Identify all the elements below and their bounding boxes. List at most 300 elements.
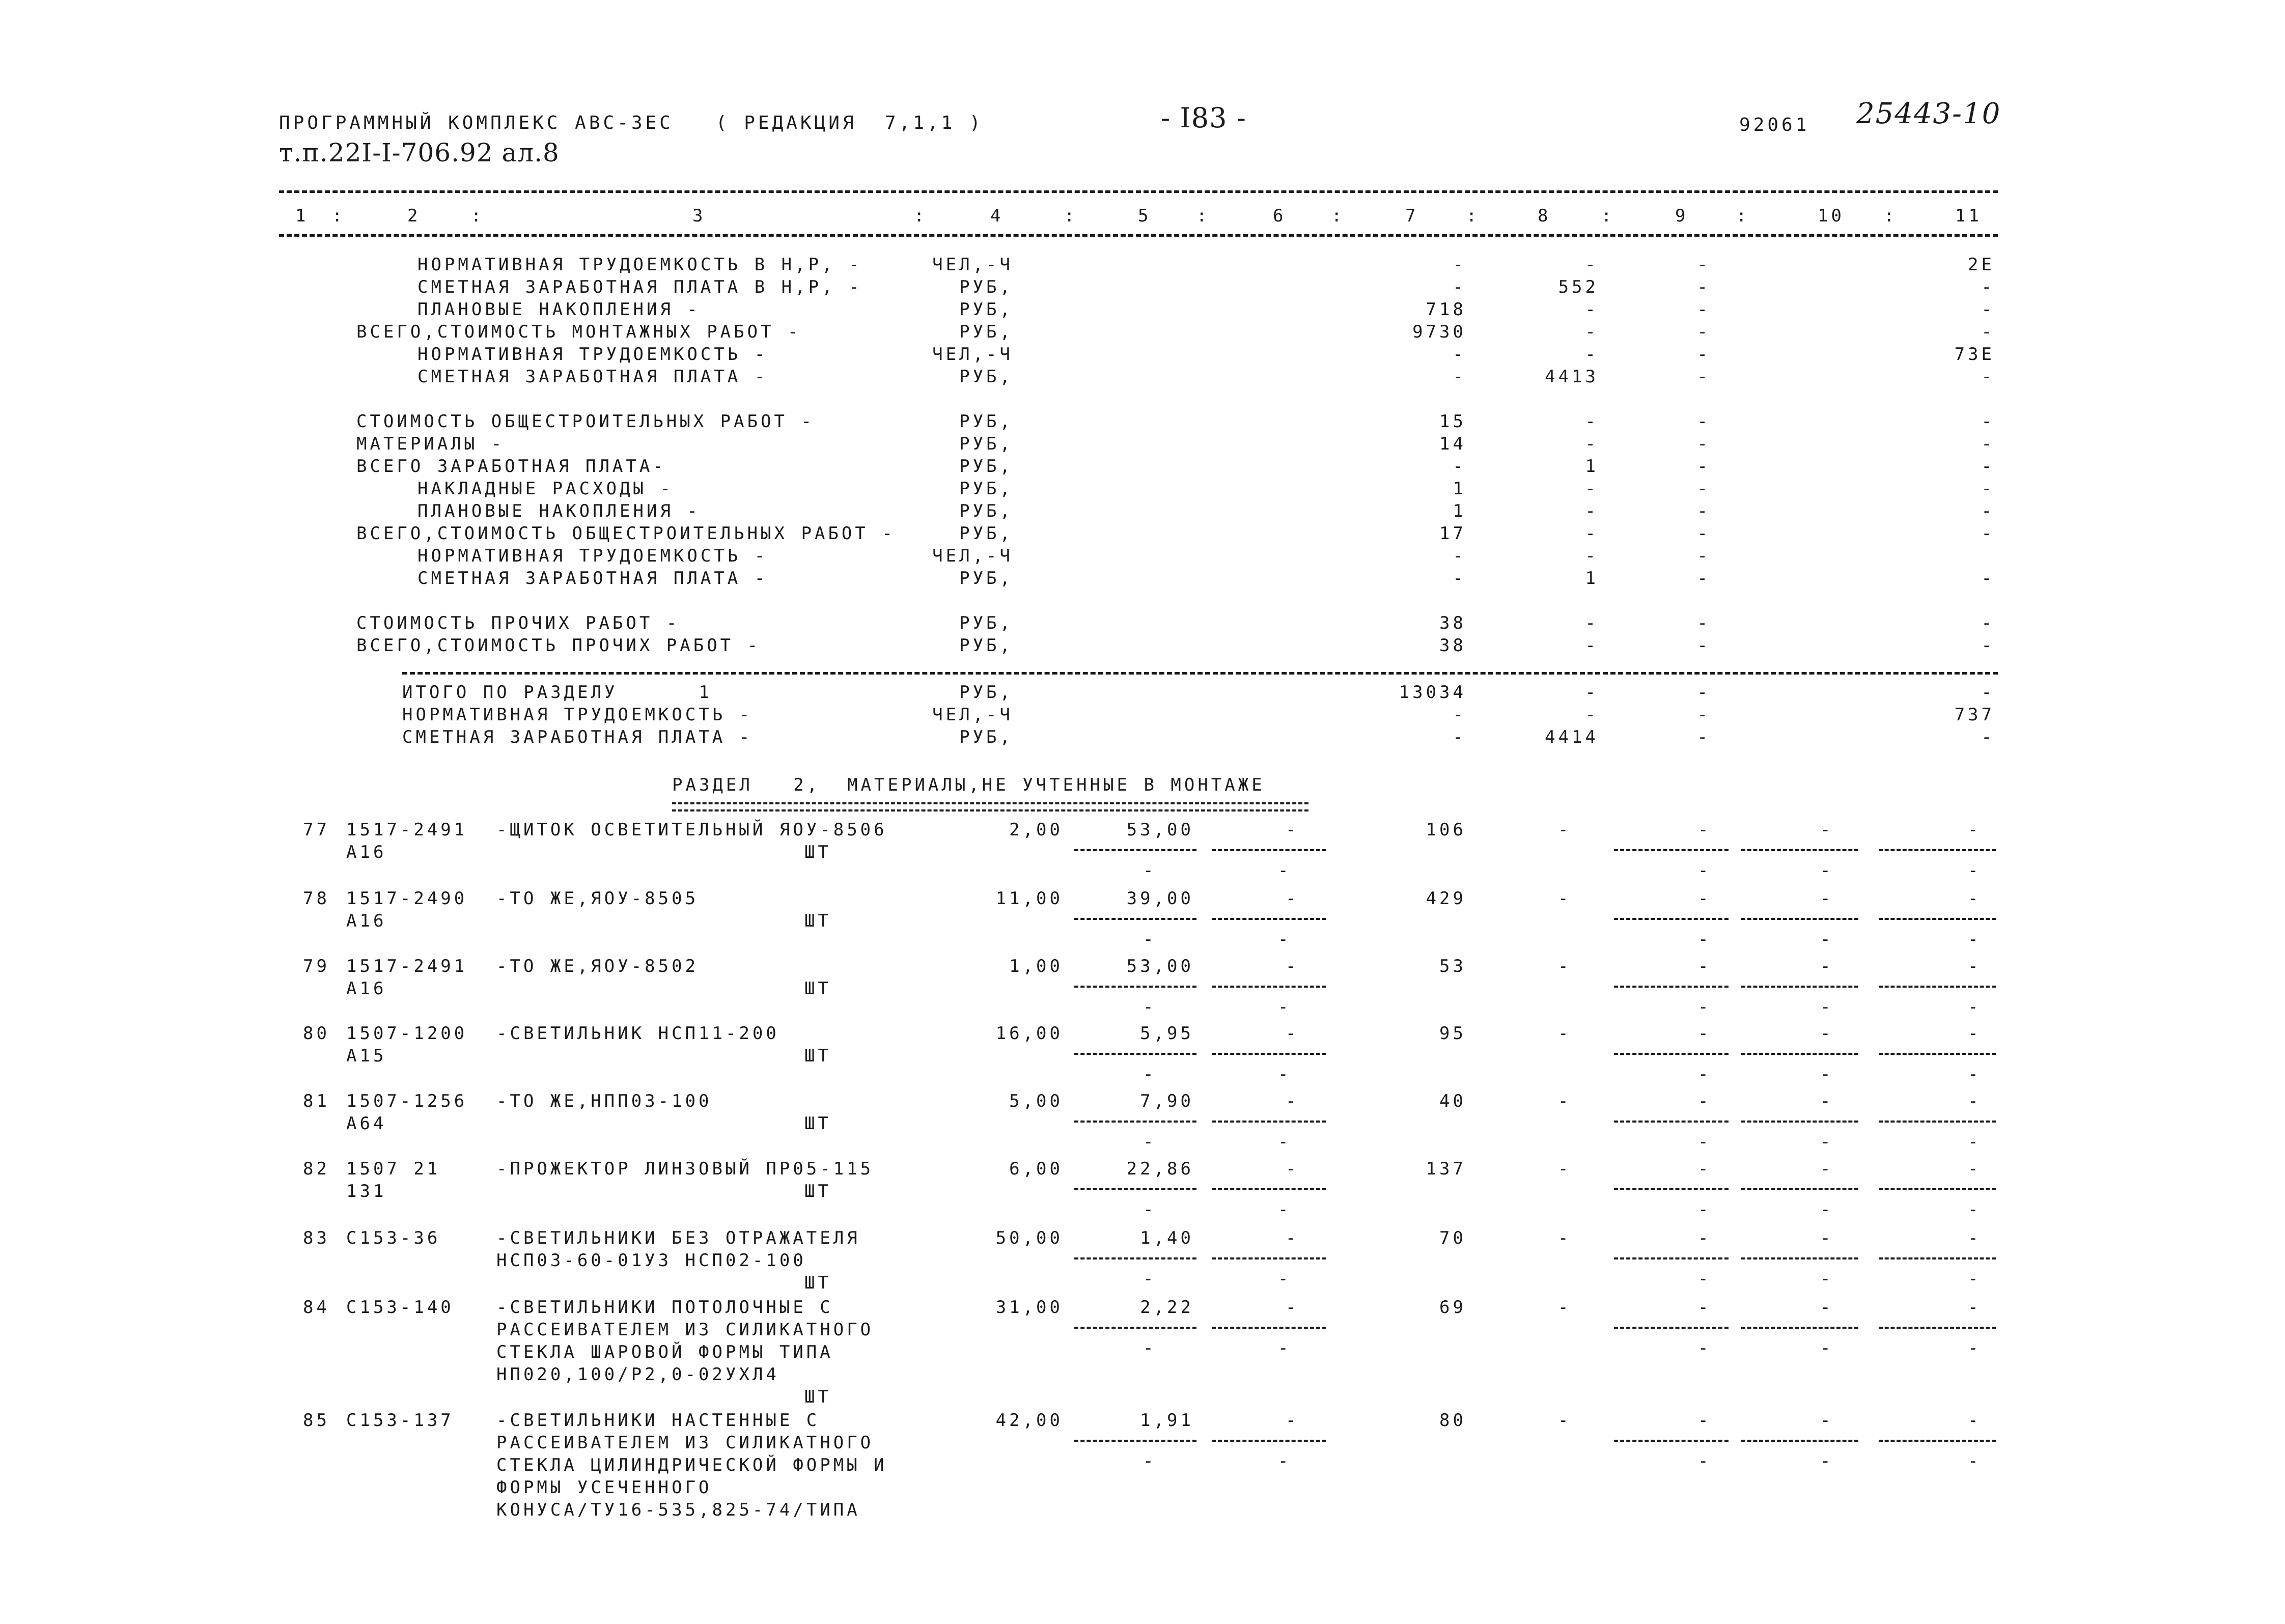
item-col6: - (1286, 1023, 1299, 1044)
item-subrule (1212, 1053, 1326, 1055)
item-subrule (1879, 1121, 1996, 1123)
item-unit: ШТ (804, 978, 831, 999)
summary-col9: - (1697, 501, 1711, 521)
item-description: -СВЕТИЛЬНИКИ БЕЗ ОТРАЖАТЕЛЯ (496, 1228, 860, 1248)
item-col5-dash-lower: - (1143, 1132, 1157, 1152)
item-subrule (1741, 1327, 1858, 1329)
doc-code: 92061 (1739, 115, 1810, 135)
totals-col7: 13034 (1399, 682, 1466, 703)
section-title: РАЗДЕЛ 2, МАТЕРИАЛЫ,НЕ УЧТЕННЫЕ В МОНТАЖЕ (672, 775, 1265, 795)
item-subrule (1741, 1440, 1858, 1442)
item-number: 83 (303, 1228, 330, 1248)
summary-col8: 4413 (1545, 367, 1599, 387)
item-col11-dash-lower: - (1968, 929, 1982, 949)
item-col7: 137 (1426, 1159, 1466, 1179)
summary-col11: - (1981, 479, 1995, 499)
item-col9-dash-lower: - (1698, 997, 1712, 1017)
summary-col7: - (1453, 456, 1466, 477)
item-subrule (1212, 1121, 1326, 1123)
summary-col11: - (1981, 277, 1995, 297)
item-quantity: 1,00 (1009, 956, 1063, 976)
totals-col11: 737 (1954, 705, 1995, 725)
item-subrule (1074, 1188, 1196, 1190)
item-subrule (1879, 1327, 1996, 1329)
column-number-10: 10 (1818, 206, 1845, 226)
summary-col9: - (1697, 367, 1711, 387)
item-subrule (1879, 1188, 1996, 1190)
column-number-6: 6 (1273, 206, 1287, 226)
item-subrule (1074, 1257, 1196, 1259)
summary-col7: 14 (1439, 434, 1466, 454)
item-col7: 95 (1439, 1023, 1466, 1044)
item-code: 1517-2490 (346, 888, 468, 909)
item-col7: 429 (1426, 888, 1466, 909)
item-col9-dash-lower: - (1698, 1132, 1712, 1152)
summary-col11: - (1981, 367, 1995, 387)
item-subrule (1614, 918, 1729, 920)
item-col6: - (1286, 1159, 1299, 1179)
item-code-suffix: 131 (346, 1181, 387, 1201)
summary-col9: - (1697, 456, 1711, 477)
column-separator: : (1601, 206, 1612, 226)
summary-col9: - (1697, 546, 1711, 566)
totals-col7: - (1453, 705, 1466, 725)
item-col8: - (1558, 956, 1572, 976)
item-col6-dash-lower: - (1278, 929, 1292, 949)
summary-col11: - (1981, 613, 1995, 633)
item-price: 5,95 (1140, 1023, 1194, 1044)
item-col10-dash-lower: - (1820, 1199, 1834, 1220)
item-col11-dash: - (1968, 1297, 1982, 1318)
column-separator: : (1331, 206, 1342, 226)
header-rule-top (279, 190, 1998, 193)
column-number-1: 1 (295, 206, 309, 226)
item-col11-dash: - (1968, 1023, 1982, 1044)
summary-col7: 718 (1426, 299, 1466, 320)
item-col7: 70 (1439, 1228, 1466, 1248)
summary-label: ВСЕГО ЗАРАБОТНАЯ ПЛАТА- (356, 456, 666, 477)
item-number: 78 (303, 888, 330, 909)
totals-col8: - (1585, 705, 1599, 725)
item-description: -СВЕТИЛЬНИКИ НАСТЕННЫЕ С (496, 1410, 820, 1431)
totals-col11: - (1981, 727, 1995, 747)
item-col11-dash-lower: - (1968, 1064, 1982, 1084)
item-quantity: 5,00 (1009, 1091, 1063, 1111)
item-col10-dash: - (1820, 1410, 1834, 1431)
summary-col8: - (1585, 434, 1599, 454)
item-price: 1,40 (1140, 1228, 1194, 1248)
item-subrule (1741, 1188, 1858, 1190)
item-col10-dash-lower: - (1820, 1338, 1834, 1358)
item-code: 1517-2491 (346, 820, 468, 840)
summary-unit: РУБ, (959, 568, 1013, 589)
totals-unit: РУБ, (959, 727, 1013, 747)
column-separator: : (1064, 206, 1075, 226)
item-number: 82 (303, 1159, 330, 1179)
summary-col8: - (1585, 411, 1599, 432)
column-separator: : (1736, 206, 1747, 226)
summary-col11: - (1981, 523, 1995, 544)
item-col5-dash-lower: - (1143, 1064, 1157, 1084)
item-subrule (1879, 918, 1996, 920)
summary-col11: - (1981, 411, 1995, 432)
item-col10-dash: - (1820, 956, 1834, 976)
item-code: С153-140 (346, 1297, 454, 1318)
item-col8: - (1558, 1297, 1572, 1318)
column-number-3: 3 (692, 206, 706, 226)
item-col6-dash-lower: - (1278, 860, 1292, 881)
summary-label: НОРМАТИВНАЯ ТРУДОЕМКОСТЬ - (417, 344, 768, 365)
totals-col7: - (1453, 727, 1466, 747)
item-col6: - (1286, 1091, 1299, 1111)
summary-col9: - (1697, 344, 1711, 365)
column-number-8: 8 (1538, 206, 1551, 226)
summary-col9: - (1697, 411, 1711, 432)
item-subrule (1074, 849, 1196, 851)
item-col8: - (1558, 888, 1572, 909)
summary-col7: 38 (1439, 613, 1466, 633)
summary-col8: - (1585, 501, 1599, 521)
summary-col7: - (1453, 546, 1466, 566)
item-price: 53,00 (1126, 820, 1194, 840)
item-col10-dash: - (1820, 1297, 1834, 1318)
summary-label: МАТЕРИАЛЫ - (356, 434, 505, 454)
summary-col8: - (1585, 523, 1599, 544)
item-code-suffix: А15 (346, 1046, 387, 1066)
item-col10-dash-lower: - (1820, 1269, 1834, 1289)
summary-col9: - (1697, 255, 1711, 275)
item-col11-dash: - (1968, 888, 1982, 909)
item-col10-dash-lower: - (1820, 929, 1834, 949)
column-separator: : (471, 206, 482, 226)
item-code: 1507-1200 (346, 1023, 468, 1044)
summary-unit: ЧЕЛ,-Ч (932, 255, 1013, 275)
program-header: ПРОГРАММНЫЙ КОМПЛЕКС АВС-3ЕС ( РЕДАКЦИЯ 7,1,1 ) (279, 113, 984, 133)
item-subrule (1741, 849, 1858, 851)
item-col7: 53 (1439, 956, 1466, 976)
summary-col8: - (1585, 546, 1599, 566)
item-col6: - (1286, 1228, 1299, 1248)
item-col10-dash: - (1820, 1228, 1834, 1248)
item-unit: ШТ (804, 1273, 831, 1293)
item-price: 53,00 (1126, 956, 1194, 976)
summary-label: СТОИМОСТЬ ОБЩЕСТРОИТЕЛЬНЫХ РАБОТ - (356, 411, 815, 432)
summary-col7: 1 (1453, 501, 1466, 521)
column-number-7: 7 (1405, 206, 1419, 226)
summary-col9: - (1697, 322, 1711, 342)
item-col5-dash-lower: - (1143, 929, 1157, 949)
summary-col11: - (1981, 456, 1995, 477)
section-title-underline (672, 802, 1308, 811)
item-col9-dash: - (1698, 1159, 1712, 1179)
item-col7: 80 (1439, 1410, 1466, 1431)
summary-unit: РУБ, (959, 367, 1013, 387)
totals-col8: - (1585, 682, 1599, 703)
item-col9-dash-lower: - (1698, 1269, 1712, 1289)
item-subrule (1614, 1257, 1729, 1259)
totals-rule (402, 672, 1998, 675)
item-code-suffix: А16 (346, 842, 387, 862)
summary-col9: - (1697, 523, 1711, 544)
item-subrule (1212, 1440, 1326, 1442)
summary-unit: РУБ, (959, 635, 1013, 656)
summary-label: СТОИМОСТЬ ПРОЧИХ РАБОТ - (356, 613, 680, 633)
summary-label: НОРМАТИВНАЯ ТРУДОЕМКОСТЬ В Н,Р, - (417, 255, 862, 275)
item-col10-dash-lower: - (1820, 1132, 1834, 1152)
item-col11-dash-lower: - (1968, 860, 1982, 881)
summary-col7: 38 (1439, 635, 1466, 656)
item-col9-dash: - (1698, 1023, 1712, 1044)
column-separator: : (914, 206, 925, 226)
column-separator: : (1196, 206, 1207, 226)
summary-unit: ЧЕЛ,-Ч (932, 546, 1013, 566)
totals-col9: - (1697, 705, 1711, 725)
item-unit: ШТ (804, 1387, 831, 1407)
item-quantity: 16,00 (995, 1023, 1063, 1044)
item-subrule (1879, 1257, 1996, 1259)
item-col11-dash: - (1968, 1159, 1982, 1179)
item-col6-dash-lower: - (1278, 1132, 1292, 1152)
summary-col7: - (1453, 568, 1466, 589)
item-subrule (1879, 986, 1996, 988)
item-col5-dash-lower: - (1143, 997, 1157, 1017)
item-col9-dash-lower: - (1698, 929, 1712, 949)
item-col11-dash: - (1968, 1091, 1982, 1111)
item-subrule (1212, 1257, 1326, 1259)
summary-unit: РУБ, (959, 434, 1013, 454)
item-number: 81 (303, 1091, 330, 1111)
item-col11-dash: - (1968, 820, 1982, 840)
doc-reference: т.п.22I-I-706.92 ал.8 (279, 138, 560, 167)
item-subrule (1879, 1440, 1996, 1442)
column-separator: : (332, 206, 343, 226)
item-col5-dash-lower: - (1143, 1199, 1157, 1220)
summary-col11: - (1981, 322, 1995, 342)
item-code: С153-36 (346, 1228, 441, 1248)
item-col8: - (1558, 820, 1572, 840)
summary-label: ВСЕГО,СТОИМОСТЬ МОНТАЖНЫХ РАБОТ - (356, 322, 801, 342)
totals-col9: - (1697, 727, 1711, 747)
column-separator: : (1466, 206, 1477, 226)
summary-col7: 1 (1453, 479, 1466, 499)
item-col9-dash: - (1698, 956, 1712, 976)
summary-col7: - (1453, 277, 1466, 297)
item-col11-dash-lower: - (1968, 1132, 1982, 1152)
item-col5-dash-lower: - (1143, 860, 1157, 881)
item-col9-dash-lower: - (1698, 860, 1712, 881)
summary-col8: - (1585, 255, 1599, 275)
item-code-suffix: А16 (346, 978, 387, 999)
item-unit: ШТ (804, 842, 831, 862)
summary-col7: - (1453, 344, 1466, 365)
summary-col9: - (1697, 635, 1711, 656)
item-col11-dash-lower: - (1968, 1269, 1982, 1289)
item-code: С153-137 (346, 1410, 454, 1431)
item-subrule (1212, 1188, 1326, 1190)
totals-label: НОРМАТИВНАЯ ТРУДОЕМКОСТЬ - (402, 705, 753, 725)
totals-unit: РУБ, (959, 682, 1013, 703)
item-code: 1517-2491 (346, 956, 468, 976)
item-subrule (1741, 918, 1858, 920)
item-subrule (1614, 1121, 1729, 1123)
item-price: 22,86 (1126, 1159, 1194, 1179)
item-col6-dash-lower: - (1278, 1451, 1292, 1471)
summary-col8: - (1585, 635, 1599, 656)
item-code-suffix: А16 (346, 911, 387, 931)
item-quantity: 2,00 (1009, 820, 1063, 840)
item-col11-dash-lower: - (1968, 997, 1982, 1017)
item-col9-dash-lower: - (1698, 1338, 1712, 1358)
item-unit: ШТ (804, 1113, 831, 1134)
summary-col11: - (1981, 635, 1995, 656)
item-description: ФОРМЫ УСЕЧЕННОГО (496, 1477, 712, 1498)
column-number-2: 2 (407, 206, 421, 226)
item-price: 7,90 (1140, 1091, 1194, 1111)
column-number-11: 11 (1955, 206, 1982, 226)
item-col9-dash-lower: - (1698, 1064, 1712, 1084)
item-col10-dash: - (1820, 1159, 1834, 1179)
item-description: СТЕКЛА ШАРОВОЙ ФОРМЫ ТИПА (496, 1342, 833, 1362)
item-col6: - (1286, 888, 1299, 909)
item-col7: 69 (1439, 1297, 1466, 1318)
item-col9-dash-lower: - (1698, 1451, 1712, 1471)
summary-col8: - (1585, 344, 1599, 365)
item-col10-dash: - (1820, 1023, 1834, 1044)
summary-col7: 9730 (1412, 322, 1466, 342)
item-col11-dash-lower: - (1968, 1199, 1982, 1220)
item-col9-dash-lower: - (1698, 1199, 1712, 1220)
summary-label: СМЕТНАЯ ЗАРАБОТНАЯ ПЛАТА - (417, 367, 768, 387)
column-number-9: 9 (1675, 206, 1689, 226)
summary-col7: - (1453, 367, 1466, 387)
item-description: -ТО ЖЕ,ЯОУ-8502 (496, 956, 699, 976)
item-quantity: 6,00 (1009, 1159, 1063, 1179)
summary-unit: РУБ, (959, 299, 1013, 320)
summary-label: НАКЛАДНЫЕ РАСХОДЫ - (417, 479, 674, 499)
item-quantity: 11,00 (995, 888, 1063, 909)
summary-col9: - (1697, 568, 1711, 589)
item-subrule (1212, 986, 1326, 988)
item-col6-dash-lower: - (1278, 1269, 1292, 1289)
summary-col11: - (1981, 501, 1995, 521)
item-col9-dash: - (1698, 820, 1712, 840)
item-quantity: 42,00 (995, 1410, 1063, 1431)
totals-col9: - (1697, 682, 1711, 703)
item-col10-dash-lower: - (1820, 1064, 1834, 1084)
item-subrule (1074, 1440, 1196, 1442)
item-description: -СВЕТИЛЬНИКИ ПОТОЛОЧНЫЕ С (496, 1297, 833, 1318)
item-number: 77 (303, 820, 330, 840)
summary-label: СМЕТНАЯ ЗАРАБОТНАЯ ПЛАТА - (417, 568, 768, 589)
item-col8: - (1558, 1228, 1572, 1248)
summary-unit: РУБ, (959, 523, 1013, 544)
item-col8: - (1558, 1410, 1572, 1431)
summary-col8: - (1585, 322, 1599, 342)
column-separator: : (1884, 206, 1894, 226)
item-subrule (1614, 1188, 1729, 1190)
item-quantity: 50,00 (995, 1228, 1063, 1248)
summary-col11: - (1981, 568, 1995, 589)
item-description: -СВЕТИЛЬНИК НСП11-200 (496, 1023, 779, 1044)
item-subrule (1614, 1440, 1729, 1442)
summary-label: ПЛАНОВЫЕ НАКОПЛЕНИЯ - (417, 299, 701, 320)
item-col10-dash: - (1820, 820, 1834, 840)
item-price: 39,00 (1126, 888, 1194, 909)
item-subrule (1741, 986, 1858, 988)
summary-col11: - (1981, 434, 1995, 454)
summary-col8: 1 (1585, 568, 1599, 589)
item-col9-dash: - (1698, 888, 1712, 909)
summary-col7: 15 (1439, 411, 1466, 432)
item-number: 80 (303, 1023, 330, 1044)
summary-col7: 17 (1439, 523, 1466, 544)
totals-label: СМЕТНАЯ ЗАРАБОТНАЯ ПЛАТА - (402, 727, 753, 747)
item-col8: - (1558, 1091, 1572, 1111)
item-subrule (1212, 918, 1326, 920)
item-number: 85 (303, 1410, 330, 1431)
item-subrule (1614, 986, 1729, 988)
item-code-suffix: А64 (346, 1113, 387, 1134)
summary-col8: 1 (1585, 456, 1599, 477)
summary-col11: 2E (1968, 255, 1995, 275)
item-col11-dash: - (1968, 1410, 1982, 1431)
item-subrule (1879, 1053, 1996, 1055)
summary-label: ВСЕГО,СТОИМОСТЬ ОБЩЕСТРОИТЕЛЬНЫХ РАБОТ - (356, 523, 896, 544)
column-number-4: 4 (990, 206, 1004, 226)
item-col6: - (1286, 820, 1299, 840)
summary-col9: - (1697, 434, 1711, 454)
item-subrule (1212, 849, 1326, 851)
item-col9-dash: - (1698, 1410, 1712, 1431)
item-col6: - (1286, 956, 1299, 976)
item-col9-dash: - (1698, 1228, 1712, 1248)
item-description: -ТО ЖЕ,НПП03-100 (496, 1091, 712, 1111)
item-col5-dash-lower: - (1143, 1269, 1157, 1289)
summary-label: НОРМАТИВНАЯ ТРУДОЕМКОСТЬ - (417, 546, 768, 566)
item-subrule (1614, 849, 1729, 851)
item-unit: ШТ (804, 1046, 831, 1066)
summary-unit: РУБ, (959, 613, 1013, 633)
item-subrule (1741, 1053, 1858, 1055)
summary-col9: - (1697, 479, 1711, 499)
item-description: РАССЕИВАТЕЛЕМ ИЗ СИЛИКАТНОГО (496, 1320, 874, 1340)
item-description: -ТО ЖЕ,ЯОУ-8505 (496, 888, 699, 909)
summary-unit: РУБ, (959, 411, 1013, 432)
summary-col8: - (1585, 479, 1599, 499)
item-subrule (1074, 1327, 1196, 1329)
item-price: 2,22 (1140, 1297, 1194, 1318)
summary-col8: - (1585, 613, 1599, 633)
summary-col11: 73E (1954, 344, 1995, 365)
item-col6: - (1286, 1297, 1299, 1318)
totals-col11: - (1981, 682, 1995, 703)
summary-unit: РУБ, (959, 501, 1013, 521)
item-col10-dash-lower: - (1820, 1451, 1834, 1471)
item-subrule (1741, 1121, 1858, 1123)
summary-label: ПЛАНОВЫЕ НАКОПЛЕНИЯ - (417, 501, 701, 521)
summary-unit: РУБ, (959, 322, 1013, 342)
item-col7: 40 (1439, 1091, 1466, 1111)
item-col6-dash-lower: - (1278, 1064, 1292, 1084)
summary-unit: РУБ, (959, 456, 1013, 477)
page-number: - I83 - (1161, 102, 1246, 134)
item-col6-dash-lower: - (1278, 1199, 1292, 1220)
item-subrule (1614, 1053, 1729, 1055)
header-rule-bottom (279, 234, 1998, 237)
item-code: 1507 21 (346, 1159, 441, 1179)
summary-unit: РУБ, (959, 479, 1013, 499)
item-col5-dash-lower: - (1143, 1338, 1157, 1358)
